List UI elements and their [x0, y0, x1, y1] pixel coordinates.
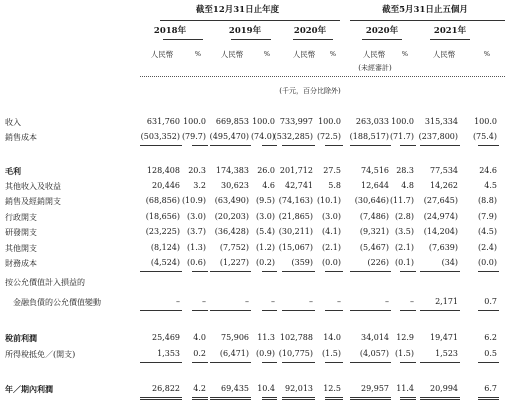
- row-label: 財務成本: [5, 259, 37, 268]
- column-rule: [478, 397, 499, 398]
- percent-cell: (8.8): [478, 196, 497, 205]
- group-rule-year-end: [160, 20, 340, 21]
- amount-cell: –: [245, 297, 249, 306]
- unit-note: (千元，百分比除外): [279, 87, 341, 95]
- currency-header-2018: 人民幣: [150, 50, 174, 59]
- column-rule: [350, 397, 391, 398]
- column-rule: [192, 399, 208, 400]
- percent-header-2021: %: [483, 50, 491, 58]
- amount-cell: (237,800): [418, 132, 458, 141]
- column-rule: [140, 397, 182, 398]
- amount-cell: (226): [367, 258, 389, 267]
- percent-cell: (0.9): [256, 349, 275, 358]
- percent-cell: (79.7): [181, 132, 206, 141]
- row-label: 稅前利潤: [5, 333, 37, 343]
- row-label: 毛利: [5, 166, 21, 176]
- row-label: 行政開支: [5, 213, 37, 222]
- amount-cell: (4,524): [150, 258, 180, 267]
- year-header-2019: 2019年: [228, 26, 262, 36]
- percent-cell: 0.7: [484, 297, 497, 306]
- percent-cell: (0.6): [187, 258, 206, 267]
- unaudited-note: (未經審計): [358, 64, 392, 72]
- table-row: [0, 132, 511, 144]
- percent-cell: (3.7): [187, 227, 206, 236]
- row-label: 銷售及經銷開支: [5, 197, 61, 206]
- column-rule: [325, 271, 343, 272]
- table-row: [0, 277, 511, 289]
- percent-cell: (75.4): [472, 132, 497, 141]
- percent-cell: 10.4: [257, 384, 275, 393]
- amount-cell: (8,124): [150, 243, 180, 252]
- currency-header-2021: 人民幣: [432, 50, 456, 59]
- amount-cell: (27,645): [423, 196, 458, 205]
- column-rule: [262, 397, 277, 398]
- percent-cell: (0.0): [322, 258, 341, 267]
- year-header-2018: 2018年: [153, 26, 187, 36]
- column-rule: [262, 362, 277, 363]
- amount-cell: (30,211): [278, 227, 313, 236]
- column-rule: [210, 362, 251, 363]
- percent-cell: 28.3: [396, 166, 414, 175]
- percent-cell: (2.4): [478, 243, 497, 252]
- table-row: [0, 349, 511, 361]
- percent-cell: 0.2: [193, 349, 206, 358]
- amount-cell: (74,163): [278, 196, 313, 205]
- table-row: [0, 333, 511, 345]
- percent-cell: 3.2: [193, 181, 206, 190]
- column-rule: [140, 399, 182, 400]
- percent-cell: 14.0: [323, 333, 341, 342]
- column-rule: [325, 310, 343, 311]
- column-rule: [210, 310, 251, 311]
- amount-cell: 631,760: [146, 117, 180, 126]
- column-rule: [400, 145, 416, 146]
- column-rule: [478, 399, 499, 400]
- row-label: 年／期內利潤: [5, 384, 53, 394]
- amount-cell: (6,471): [219, 349, 249, 358]
- column-rule: [350, 310, 391, 311]
- currency-header-2020: 人民幣: [292, 50, 316, 59]
- row-label: 按公允價值計入損益的: [5, 278, 85, 287]
- amount-cell: 25,469: [152, 333, 180, 342]
- percent-cell: 4.6: [262, 181, 275, 190]
- column-rule: [282, 399, 315, 400]
- column-rule: [350, 399, 391, 400]
- amount-cell: 263,033: [355, 117, 389, 126]
- amount-cell: 2,171: [435, 297, 458, 306]
- percent-cell: 6.2: [484, 333, 497, 342]
- percent-cell: (9.5): [256, 196, 275, 205]
- column-rule: [210, 399, 251, 400]
- column-rule: [350, 145, 391, 146]
- amount-cell: 69,435: [221, 384, 249, 393]
- amount-cell: 1,523: [435, 349, 458, 358]
- amount-cell: (14,204): [423, 227, 458, 236]
- amount-cell: (495,470): [209, 132, 249, 141]
- percent-cell: (5.4): [256, 227, 275, 236]
- percent-cell: (7.9): [478, 212, 497, 221]
- percent-cell: (2.1): [322, 243, 341, 252]
- amount-cell: 42,741: [285, 181, 313, 190]
- column-rule: [400, 362, 416, 363]
- amount-cell: 77,534: [430, 166, 458, 175]
- percent-cell: 100.0: [183, 117, 206, 126]
- percent-cell: (10.9): [181, 196, 206, 205]
- percent-cell: 11.3: [257, 333, 275, 342]
- amount-cell: (36,428): [214, 227, 249, 236]
- column-rule: [400, 399, 416, 400]
- column-rule: [325, 145, 343, 146]
- column-rule: [282, 145, 315, 146]
- amount-cell: 20,994: [430, 384, 458, 393]
- year-rule-2020-five-months: [362, 39, 402, 40]
- percent-cell: (72.5): [316, 132, 341, 141]
- percent-cell: (3.5): [395, 227, 414, 236]
- table-row: [0, 212, 511, 224]
- table-row: [0, 181, 511, 193]
- amount-cell: (7,639): [428, 243, 458, 252]
- column-rule: [478, 310, 499, 311]
- amount-cell: (188,517): [349, 132, 389, 141]
- column-rule: [400, 397, 416, 398]
- percent-cell: 4.0: [193, 333, 206, 342]
- amount-cell: 733,997: [279, 117, 313, 126]
- table-row: [0, 384, 511, 396]
- column-rule: [420, 397, 460, 398]
- year-rule-2020: [293, 39, 333, 40]
- amount-cell: 34,014: [361, 333, 389, 342]
- percent-header-2019: %: [263, 50, 271, 58]
- percent-cell: (3.0): [322, 212, 341, 221]
- amount-cell: 92,013: [285, 384, 313, 393]
- column-rule: [192, 145, 208, 146]
- table-row: [0, 166, 511, 178]
- amount-cell: –: [385, 297, 389, 306]
- amount-cell: (34): [441, 258, 458, 267]
- percent-cell: 5.8: [328, 181, 341, 190]
- amount-cell: (18,656): [145, 212, 180, 221]
- column-rule: [140, 362, 182, 363]
- percent-cell: 11.4: [396, 384, 414, 393]
- amount-cell: 1,353: [157, 349, 180, 358]
- column-rule: [262, 271, 277, 272]
- percent-cell: 6.7: [484, 384, 497, 393]
- currency-header-2020-five-months: 人民幣: [362, 50, 386, 59]
- percent-cell: 100.0: [252, 117, 275, 126]
- table-row: [0, 196, 511, 208]
- column-rule: [478, 362, 499, 363]
- group-header-five-months: 截至5月31日止五個月: [382, 5, 468, 15]
- column-rule: [282, 362, 315, 363]
- amount-cell: –: [176, 297, 180, 306]
- percent-cell: 12.9: [396, 333, 414, 342]
- percent-cell: (10.1): [316, 196, 341, 205]
- row-label: 所得稅抵免／(開支): [5, 350, 76, 359]
- column-rule: [282, 271, 315, 272]
- amount-cell: 315,334: [424, 117, 458, 126]
- column-rule: [210, 145, 251, 146]
- amount-cell: (1,227): [219, 258, 249, 267]
- year-header-2021: 2021年: [433, 26, 467, 36]
- amount-cell: (9,321): [359, 227, 389, 236]
- amount-cell: (24,974): [423, 212, 458, 221]
- table-row: [0, 243, 511, 255]
- amount-cell: 30,623: [221, 181, 249, 190]
- amount-cell: (20,203): [214, 212, 249, 221]
- column-rule: [140, 145, 182, 146]
- column-rule: [210, 271, 251, 272]
- amount-cell: (10,775): [278, 349, 313, 358]
- percent-cell: (4.5): [478, 227, 497, 236]
- amount-cell: (532,285): [273, 132, 313, 141]
- percent-cell: (3.0): [256, 212, 275, 221]
- group-header-year-end: 截至12月31日止年度: [195, 5, 280, 15]
- percent-header-2020-five-months: %: [401, 50, 409, 58]
- amount-cell: (21,865): [278, 212, 313, 221]
- table-row: [0, 297, 511, 309]
- column-rule: [192, 362, 208, 363]
- year-header-2020-five-months: 2020年: [365, 26, 399, 36]
- percent-cell: (0.0): [478, 258, 497, 267]
- amount-cell: 19,471: [430, 333, 458, 342]
- row-label: 銷售成本: [5, 133, 37, 142]
- column-rule: [350, 271, 391, 272]
- percent-cell: 20.3: [188, 166, 206, 175]
- percent-cell: (1.2): [256, 243, 275, 252]
- column-rule: [140, 310, 182, 311]
- percent-cell: (11.7): [389, 196, 414, 205]
- amount-cell: 201,712: [279, 166, 313, 175]
- column-rule: [420, 271, 460, 272]
- column-rule: [262, 399, 277, 400]
- amount-cell: (4,057): [359, 349, 389, 358]
- percent-cell: (71.7): [389, 132, 414, 141]
- percent-cell: –: [337, 297, 341, 306]
- amount-cell: 12,644: [361, 181, 389, 190]
- year-rule-2018: [163, 39, 203, 40]
- amount-cell: (63,490): [214, 196, 249, 205]
- percent-cell: 100.0: [474, 117, 497, 126]
- percent-cell: (4.1): [322, 227, 341, 236]
- amount-cell: 29,957: [361, 384, 389, 393]
- amount-cell: (7,752): [219, 243, 249, 252]
- column-rule: [325, 397, 343, 398]
- column-rule: [192, 271, 208, 272]
- percent-cell: (1.5): [395, 349, 414, 358]
- percent-cell: 100.0: [318, 117, 341, 126]
- amount-cell: 174,383: [215, 166, 249, 175]
- percent-header-2020: %: [329, 50, 337, 58]
- column-rule: [478, 145, 499, 146]
- unit-rule: [140, 76, 505, 77]
- percent-cell: (0.1): [395, 258, 414, 267]
- amount-cell: (7,486): [359, 212, 389, 221]
- amount-cell: (23,225): [145, 227, 180, 236]
- percent-cell: (74.0): [250, 132, 275, 141]
- column-rule: [350, 362, 391, 363]
- column-rule: [478, 271, 499, 272]
- percent-cell: 27.5: [323, 166, 341, 175]
- percent-cell: (1.3): [187, 243, 206, 252]
- column-rule: [282, 310, 315, 311]
- row-label: 金融負債的公允價值變動: [5, 298, 101, 307]
- row-label: 研發開支: [5, 228, 37, 237]
- table-row: [0, 227, 511, 239]
- percent-cell: 26.0: [257, 166, 275, 175]
- amount-cell: 75,906: [221, 333, 249, 342]
- percent-cell: (2.1): [395, 243, 414, 252]
- column-rule: [210, 397, 251, 398]
- column-rule: [192, 397, 208, 398]
- currency-header-2019: 人民幣: [220, 50, 244, 59]
- percent-cell: 0.5: [484, 349, 497, 358]
- amount-cell: (5,467): [359, 243, 389, 252]
- column-rule: [400, 310, 416, 311]
- column-rule: [325, 362, 343, 363]
- percent-cell: 24.6: [479, 166, 497, 175]
- percent-cell: 4.5: [484, 181, 497, 190]
- amount-cell: –: [309, 297, 313, 306]
- amount-cell: 26,822: [152, 384, 180, 393]
- column-rule: [192, 310, 208, 311]
- percent-cell: 100.0: [391, 117, 414, 126]
- table-row: [0, 117, 511, 129]
- amount-cell: 74,516: [361, 166, 389, 175]
- year-rule-2021: [430, 39, 470, 40]
- amount-cell: 669,853: [215, 117, 249, 126]
- amount-cell: (15,067): [278, 243, 313, 252]
- group-rule-five-months: [350, 20, 505, 21]
- amount-cell: (503,352): [140, 132, 180, 141]
- percent-cell: (3.0): [187, 212, 206, 221]
- percent-cell: (0.2): [256, 258, 275, 267]
- percent-cell: –: [202, 297, 206, 306]
- percent-cell: 4.8: [401, 181, 414, 190]
- amount-cell: (30,646): [354, 196, 389, 205]
- row-label: 其他開支: [5, 244, 37, 253]
- column-rule: [262, 310, 277, 311]
- table-row: [0, 258, 511, 270]
- column-rule: [140, 271, 182, 272]
- column-rule: [420, 145, 460, 146]
- percent-cell: (2.8): [395, 212, 414, 221]
- column-rule: [262, 145, 277, 146]
- amount-cell: (359): [291, 258, 313, 267]
- column-rule: [400, 271, 416, 272]
- row-label: 其他收入及收益: [5, 182, 61, 191]
- row-label: 收入: [5, 118, 21, 127]
- column-rule: [420, 310, 460, 311]
- year-header-2020: 2020年: [293, 26, 327, 36]
- amount-cell: 14,262: [430, 181, 458, 190]
- amount-cell: (68,856): [145, 196, 180, 205]
- percent-cell: (1.5): [322, 349, 341, 358]
- percent-cell: –: [410, 297, 414, 306]
- percent-cell: –: [271, 297, 275, 306]
- percent-cell: 4.2: [193, 384, 206, 393]
- amount-cell: 20,446: [152, 181, 180, 190]
- amount-cell: 128,408: [146, 166, 180, 175]
- column-rule: [325, 399, 343, 400]
- column-rule: [420, 399, 460, 400]
- year-rule-2019: [231, 39, 271, 40]
- percent-cell: 12.5: [323, 384, 341, 393]
- column-rule: [420, 362, 460, 363]
- column-rule: [282, 397, 315, 398]
- amount-cell: 102,788: [279, 333, 313, 342]
- percent-header-2018: %: [194, 50, 202, 58]
